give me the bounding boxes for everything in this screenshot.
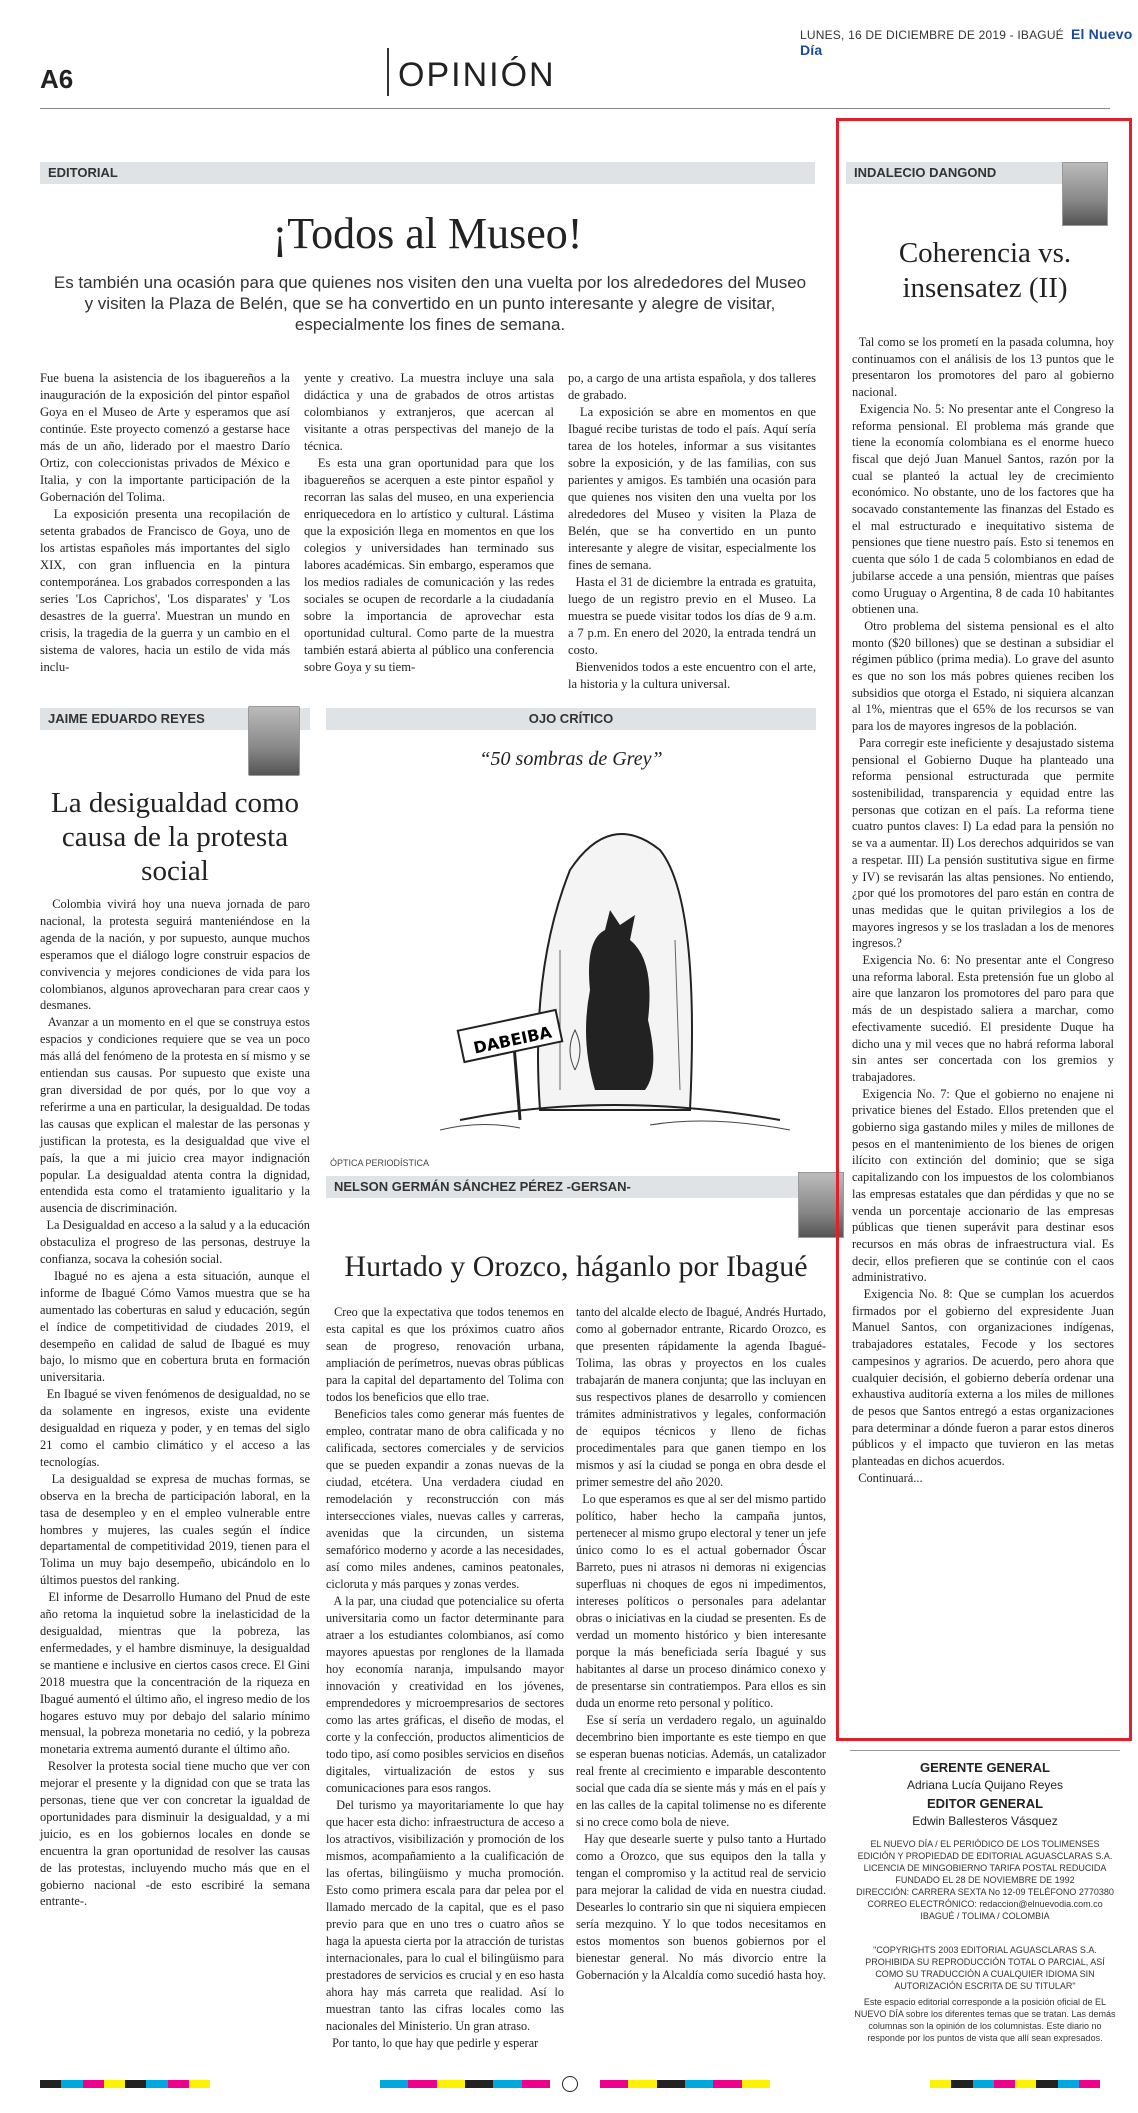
- editor-name: Edwin Ballesteros Vásquez: [912, 1814, 1058, 1828]
- cartoon-sign: DABEIBA: [471, 1022, 554, 1058]
- masthead-date: LUNES, 16 DE DICIEMBRE DE 2019 - IBAGUÉ: [800, 28, 1064, 42]
- cartoon-credit: ÓPTICA PERIODÍSTICA: [330, 1158, 430, 1168]
- editorial-col-2: yente y creativo. La muestra incluye una sala didáctica y una de grabados de otros artistas colombianos y extranjeros, que acercan al visitante a otras perspectivas del manejo de la técnica. Es esta una gran oportunidad para que los ibaguereños se acerquen a este pintor español y recorran las salas del museo, en una experiencia enriquecedora en lo artístico y cultural. Lástima que la exposición llega en momentos en que los colegios y universidades han terminado sus labores académicas. Sin embargo, esperamos que los medios radiales de comunicación y las redes sociales se ocupen de recordarle a la ciudadanía sobre la importancia de aprovechar esta oportunidad cultural. Como parte de la muestra también estará abierta al público una conferencia sobre Goya y su tiem-: [304, 371, 555, 674]
- reyes-body: Colombia vivirá hoy una nueva jornada de paro nacional, la protesta seguirá manteniéndose en la agenda de la nación, y por supuesto, aunque muchos esperamos que el diálogo logre construir espacios de convivencia y mejores condiciones de vida para los colombianos, algunos aprovecharan para crear caos y desmanes. Avanzar a un momento en el que se construya estos espacios y condiciones requiere que se vea un poco más allá del fenómeno de la protesta en sí mismo y se entiendan sus causas. Por supuesto que existe una gran diversidad de por qués, por lo que voy a referirme a una en particular, la desigualdad. De todas las causas que explican el malestar de las personas y justifican la protesta, es la desigualdad que vive el país, la que a mi juicio crea mayor indignación popular. La desigualdad atenta contra la dignidad, entendida esta como el tratamiento igualitario y la ausencia de discriminación. La Desigualdad en acceso a la salud y a la educación obstaculiza el progreso de las personas, destruye la confianza, socava la cohesión social. Ibagué no es ajena a esta situación, aunque el informe de Ibagué Cómo Vamos muestra que se ha aumentado las coberturas en salud y educación, según el índice de competitividad de ciudades 2019, el desempeño en calidad de salud de Ibagué es muy bajo, lo mismo que en cobertura bruta en formación universitaria. En Ibagué se viven fenómenos de desigualdad, no se da solamente en ingresos, existe una evidente desigualdad en riqueza y poder, y en temas del siglo 21 como el cambio climático y el acceso a las tecnologías. La desigualdad se expresa de muchas formas, se observa en la brecha de participación laboral, en la tasa de desempleo y en el empleo vulnerable entre hombres y mujeres, las cuales según el índice departamental de competitividad 2019, tienen para el Tolima un muy bajo desempeño, ubicándolo en lo últimos puestos del ranking. El informe de Desarrollo Humano del Pnud de este año retoma la inquietud sobre la inelasticidad de la desigualdad, mientras que la pobreza, las enfermedades, y el hambre disminuye, la desigualdad se mantiene e inclusive en ciertos casos crece. El Gini 2018 muestra que la concentración de la riqueza en Ibagué aumentó el último año, el ingreso medio de los hogares estuvo muy por debajo del salario mínimo mensual, la pobreza monetaria no cedió, y la pobreza monetaria extrema aumentó durante el último año. Resolver la protesta social tiene mucho que ver con mejorar el presente y la dignidad con que se trata las personas, tiene que ver con concretar la igualdad de oportunidades para disminuir la desigualdad, y a mi juicio, es en los gobiernos locales en donde se encuentra la gran oportunidad de resolver las causas de las protestas, incluyendo mucho más que en el gobierno nacional -de esto escribiré la semana entrante-.: [40, 897, 311, 1909]
- dangond-title: Coherencia vs. insensatez (II): [898, 237, 1072, 304]
- ojo-band: [326, 708, 816, 730]
- copyright: "COPYRIGHTS 2003 EDITORIAL AGUASCLARAS S.A. PROHIBIDA SU REPRODUCCIÓN TOTAL O PARCIAL, ASÍ COMO SU TRADUCCIÓN A CUALQUIER IDIOMA SIN AUTORIZACIÓN ESCRITA DE SU TITULAR": [865, 1945, 1108, 1991]
- masthead: [800, 26, 1138, 58]
- brand-logo: El Nuevo Día: [800, 26, 1133, 58]
- staff-rule: [850, 1750, 1120, 1751]
- cartoon-title: “50 sombras de Grey”: [479, 748, 663, 770]
- reyes-photo: [248, 706, 300, 776]
- ojo-label: OJO CRÍTICO: [528, 711, 614, 726]
- gersan-col-2: tanto del alcalde electo de Ibagué, Andrés Hurtado, como al gobernador entrante, Ricardo Orozco, es que presenten rápidamente la agenda Ibagué-Tolima, las obras y proyectos en los cuales trabajarán de manera conjunta; que las incluyan en sus respectivos planes de desarrollo y comiencen trámites administrativos y legales, conformación de equipos técnicos y lleno de fichas procedimentales para que ganen tiempo en los mismos y así la ciudad se ponga en obra desde el primer semestre del año 2020. Lo que esperamos es que al ser del mismo partido político, haber hecho la campaña juntos, pertenecer al mismo grupo electoral y tener un jefe único como lo es el actual gobernador Óscar Barreto, pues ni atrasos ni demoras ni exigencias superfluas ni choques de egos ni impedimentos, intereses políticos o personales para adelantar obras o iniciativas en la ciudad se presenten. Es de verdad un momento histórico y bien interesante porque la más beneficiada sería Ibagué y sus habitantes al darse un proceso dinámico conexo y de presentarse sin contratiempos. Para ellos es sin duda un enorme reto personal y político. Ese sí sería un verdadero regalo, un aguinaldo decembrino bien importante es este tiempo en que se esperan buenas noticias. Además, un catalizador real frente al crecimiento e imparable descontento social que cada día se siente más y más en el país y en las calles de la capital tolimense no es diferente si no crece como bola de nieve. Hay que desearle suerte y pulso tanto a Hurtado como a Orozco, que sus equipos den la talla y tengan el compromiso y la actitud real de servicio para mejorar la calidad de vida en nuestra ciudad. Desearles lo contrario sin que ni siquiera empiecen sería mezquino. Y lo que todos necesitamos en estos momentos son buenos gobiernos por el bienestar general. No más divorcio entre la Gobernación y la Alcaldía como sucedió hasta hoy.: [576, 1305, 826, 1982]
- gersan-author: NELSON GERMÁN SÁNCHEZ PÉREZ -GERSAN-: [334, 1179, 631, 1194]
- reyes-author: JAIME EDUARDO REYES: [48, 711, 205, 726]
- editorial-subtitle: Es también una ocasión para que quienes nos visiten den una vuelta por los alrededores del Museo y visiten la Plaza de Belén, que se ha convertido en un punto interesante y alegre de visitar, especialmente los fines de semana.: [53, 273, 807, 334]
- color-bar-left: [40, 2080, 210, 2088]
- gerente-label: GERENTE GENERAL: [919, 1760, 1050, 1775]
- dangond-body: Tal como se los prometí en la pasada columna, hoy continuamos con el análisis de los 13 puntos que le presentaron los promotores del paro al gobierno nacional. Exigencia No. 5: No presentar ante el Congreso la reforma pensional. El problema más grande que tiene la economía colombiana es el enorme hueco fiscal que dejó Juan Manuel Santos, razón por la cual se planteó la actual ley de crecimiento económico. No obstante, uno de los factores que ha socavado constantemente las finanzas del Estado es el mal estructurado e inequitativo sistema de pensiones que tiene nuestro país. Esto si tenemos en cuenta que sólo 1 de cada 5 colombianos en edad de jubilarse accede a una pensión, mientras que países como Uruguay o Argentina, 8 de cada 10 habitantes obtienen una. Otro problema del sistema pensional es el alto monto ($20 billones) que se destinan a subsidiar el régimen público (prima media). Lo grave del asunto es que no son los más pobres quienes reciben los subsidios que otorga el Estado, ni siquiera alcanzan al 1%, mientras que el 65% de los recursos se van para los de mayores ingresos de la población. Para corregir este ineficiente y desajustado sistema pensional el Gobierno Duque ha planteado una reforma pensional estructurada que permite sostenibilidad, transparencia y equidad entre las personas que cotizan en el país. La reforma tiene cuatro puntos claves: I) La edad para la pensión no se va a aumentar. II) Los derechos adquiridos se van a respetar. III) La pensión sustitutiva sigue en firme y IV) se revisarán las altas pensiones. No entiendo, ¿por qué los promotores del paro están en contra de unas medidas que le quitan privilegios a los de mayores ingresos y se los trasladan a los de menores ingresos.? Exigencia No. 6: No presentar ante el Congreso una reforma laboral. Esta pretensión fue un globo al aire que lanzaron los promotores del paro para que más de un despistado saliera a marchar, como efectivamente sucedió. El presidente Duque ha dicho una y mil veces que no habrá reforma laboral sin antes ser concertada con los gremios y trabajadores. Exigencia No. 7: Que el gobierno no enajene ni privatice bienes del Estado. Ellos pretenden que el gobierno siga gastando miles y miles de millones de pesos en el mantenimiento de los bienes de origen ilícito con extinción del dominio; que se siga capitalizando con los impuestos de los colombianos las empresas estatales que dan pérdidas y que no se venda un porcentaje accionario de las empresas públicas que tienen superávit para destinar esos recursos en más obras de infraestructura vial. Es decir, ellos prefieren que se continúe con el caos administrativo. Exigencia No. 8: Que se cumplan los acuerdos firmados por el gobierno del expresidente Juan Manuel Santos, con organizaciones indígenas, trabajadores estatales, Fecode y los sectores campesinos y agrarios. De acuerdo, pero ahora que cualquier decisión, el gobierno debería ordenar una exhaustiva auditoría externa a los miles de millones de pesos que Santos entregó a estas organizaciones para determinar a dónde fueron a parar estos dineros públicos y el impacto que tuvieron en las metas planteadas en dichos acuerdos. Continuará...: [852, 335, 1115, 1485]
- gersan-band: [326, 1176, 816, 1198]
- editorial-note: Este espacio editorial corresponde a la posición oficial de EL NUEVO DÍA sobre los diferentes temas que se tratan. Las demás columnas son la opinión de los columnistas. Este diario no responde por los puntos de vista que allí sean expresados.: [854, 1997, 1119, 2043]
- cartoon-illustration: [420, 790, 800, 1140]
- editor-label: EDITOR GENERAL: [926, 1796, 1044, 1811]
- legal-info: EL NUEVO DÍA / EL PERIÓDICO DE LOS TOLIMENSES EDICIÓN Y PROPIEDAD DE EDITORIAL AGUASCLARAS S.A. LICENCIA DE MINGOBIERNO TARIFA POSTAL REDUCIDA FUNDADO EL 28 DE NOVIEMBRE DE 1992 DIRECCIÓN: CARRERA SEXTA No 12-09 TELÉFONO 2770380 CORREO ELECTRÓNICO: redaccion@elnuevodia.com.co IBAGUÉ / TOLIMA / COLOMBIA: [856, 1839, 1114, 1921]
- color-bar-center-left: [380, 2080, 550, 2088]
- editorial-col-1: Fue buena la asistencia de los ibaguereños a la inauguración de la exposición del pintor español Goya en el Museo de Arte y esperamos que así continúe. Este proyecto comenzó a gestarse hace más de un año, liderado por el maestro Darío Ortiz, con coleccionistas privados de México e Italia, y con la importante participación de la Gobernación del Tolima. La exposición presenta una recopilación de setenta grabados de Francisco de Goya, uno de los artistas españoles más importantes del siglo XIX, con gran influencia en la pintura contemporánea. Los grabados corresponden a las series 'Los Caprichos', 'Los disparates' y 'Los desastres de la guerra'. Muestran un mundo en crisis, la tragedia de la guerra y un cambio en el sistema de valores, hacia un estilo de vida más inclu-: [40, 371, 290, 674]
- page-number: A6: [40, 64, 74, 94]
- dangond-photo: [1062, 162, 1108, 226]
- dangond-author: INDALECIO DANGOND: [854, 165, 997, 180]
- editorial-band: [40, 162, 815, 184]
- editorial-label: EDITORIAL: [48, 165, 118, 180]
- section-title: OPINIÓN: [398, 56, 556, 94]
- editorial-title: ¡Todos al Museo!: [272, 209, 583, 258]
- dangond-band: [846, 162, 1064, 184]
- gersan-col-1: Creo que la expectativa que todos tenemos en esta capital es que los próximos cuatro años sean de progreso, renovación urbana, ampliación de perímetros, nuevas obras públicas para la capital del departamento del Tolima con todos los beneficios que ello trae. Beneficios tales como generar más fuentes de empleo, contratar mano de obra calificada y no calificada, sectores comerciales y de servicios que se pueden expandir a zonas nuevas de la ciudad, etcétera. Una verdadera ciudad en remodelación y reconstrucción con más intersecciones viales, nuevas calles y carreras, avenidas que la circunden, un sistema semafórico moderno y acorde a las necesidades, así como miles andenes, caminos peatonales, cicloruta y más parques y zonas verdes. A la par, una ciudad que potencialice su oferta universitaria como un factor determinante para atraer a los estudiantes colombianos, así como mayores apuestas por renglones de la llamada hoy economía naranja, impulsando mayor innovación y creatividad en los jóvenes, emprendedores y microempresarios de sectores como las artes gráficas, el diseño de modas, el corte y la confección, productos alimenticios de todo tipo, así como posibles servicios en diseños digitales, virtualización de estos y sus comunicaciones para esos rangos. Del turismo ya mayoritariamente lo que hay que hacer esta dicho: infraestructura de acceso a los atractivos, visibilización y promoción de los mismos, acompañamiento a la cualificación de las ofertas, bilingüismo y mucha promoción. Esto como primera escala para dar pelea por el llamado mercado de la capital, que es el paso previo para que en uno tres o cuatro años se haga la apuesta cierta por la atracción de turistas internacionales, para lo cual el bilingüismo para prestadores de servicios es crucial y en eso hasta ahora hay más carreta que realidad. Así lo muestran tanto las cifras locales como las nacionales del Ministerio. Un gran atraso. Por tanto, lo que hay que pedirle y esperar: [326, 1305, 565, 2050]
- header-rule: [40, 108, 1110, 109]
- color-bar-center-right: [600, 2080, 770, 2088]
- section-divider: [387, 48, 389, 96]
- registration-mark: [562, 2076, 578, 2092]
- gersan-title: Hurtado y Orozco, háganlo por Ibagué: [344, 1250, 808, 1283]
- color-bar-right: [930, 2080, 1100, 2088]
- reyes-title: La desigualdad como causa de la protesta social: [50, 787, 300, 887]
- editorial-col-3: po, a cargo de una artista española, y dos talleres de grabado. La exposición se abre en momentos en que Ibagué recibe turistas de todo el país. Aquí sería tarea de los hoteles, informar a sus visitantes sobre la exposición, y de las familias, con sus parientes y amigos. Es también una ocasión para que quienes nos visiten den una vuelta por los alrededores del Museo y visiten la Plaza de Belén, que se ha convertido en un punto interesante y alegre de visitar, especialmente los fines de semana. Hasta el 31 de diciembre la entrada es gratuita, luego de un registro previo en el Museo. La muestra se puede visitar todos los días de 9 a.m. a 7 p.m. En enero del 2020, la entrada tendrá un costo. Bienvenidos todos a este encuentro con el arte, la historia y la cultura universal.: [568, 371, 817, 691]
- gerente-name: Adriana Lucía Quijano Reyes: [906, 1778, 1064, 1792]
